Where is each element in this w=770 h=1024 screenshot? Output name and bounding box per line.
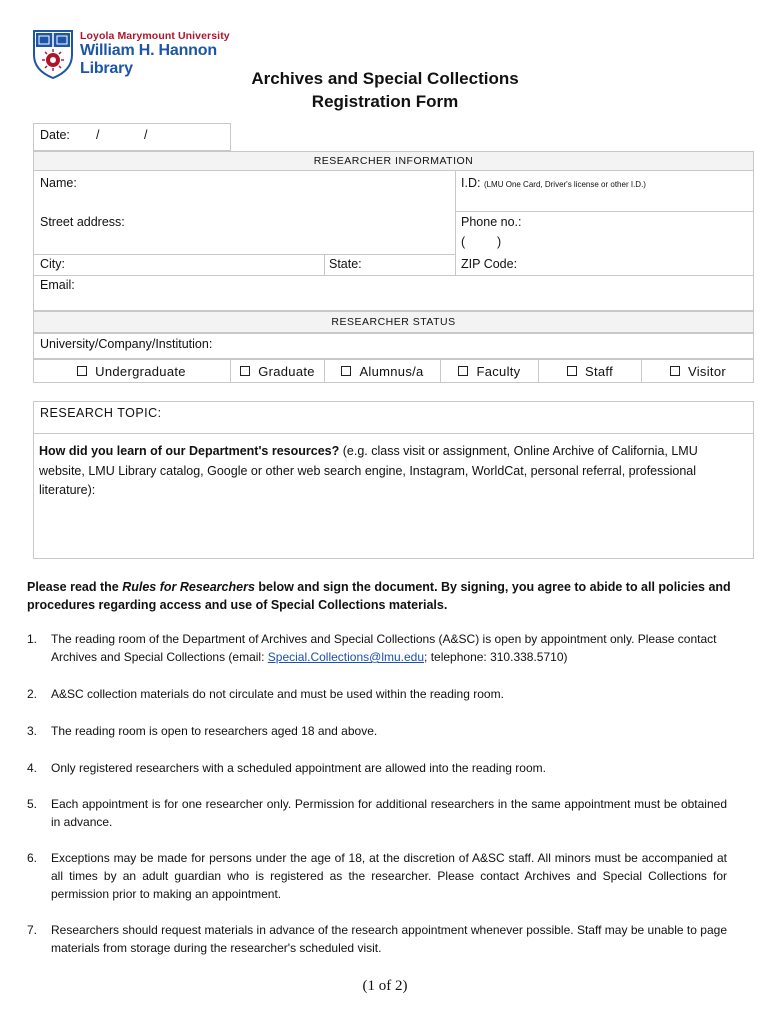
date-separator: / — [96, 128, 100, 142]
email-label: Email: — [40, 278, 75, 292]
name-label: Name: — [40, 176, 77, 190]
researcher-status-header: RESEARCHER STATUS — [331, 316, 456, 328]
rule-text: The reading room of the Department of Archives and Special Collections (A&SC) is open by appointment only. Please contact Archives and Special Collections (email: — [51, 632, 717, 664]
checkbox-icon[interactable] — [77, 366, 87, 376]
phone-label: Phone no.: — [461, 215, 522, 229]
resource-question — [39, 442, 744, 501]
status-visitor[interactable] — [642, 359, 754, 383]
status-staff[interactable] — [539, 359, 641, 383]
rule-text: Only registered researchers with a scheduled appointment are allowed into the reading room. — [51, 761, 546, 775]
id-hint: (LMU One Card, Driver's license or other I.D.) — [483, 180, 646, 189]
checkbox-icon[interactable] — [567, 366, 577, 376]
state-label: State: — [329, 257, 362, 271]
column-divider — [455, 171, 456, 275]
checkbox-icon[interactable] — [458, 366, 468, 376]
rule-number: 5. — [27, 797, 38, 811]
date-label: Date: — [40, 128, 70, 142]
status-label: Staff — [584, 363, 613, 379]
status-label: Graduate — [258, 363, 315, 379]
page-number: (1 of 2) — [362, 978, 408, 994]
institution-label: University/Company/Institution: — [40, 337, 213, 351]
rule-text: Researchers should request materials in advance of the research appointment whenever possible. Staff may be unable to page materials from storage during the researcher's scheduled visit. — [51, 923, 727, 955]
rules-title: Rules for Researchers — [122, 580, 255, 594]
rule-number: 3. — [27, 724, 38, 738]
rule-text: The reading room is open to researchers aged 18 and above. — [51, 724, 378, 738]
rule-number: 6. — [27, 851, 38, 865]
rule-text: Exceptions may be made for persons under the age of 18, at the discretion of A&SC staff. All minors must be accompanied at all times by an adult guardian who is registered as the researcher. Please contact Archives and Special Collections for permission prior to making an appointment. — [51, 851, 727, 901]
checkbox-icon[interactable] — [341, 366, 351, 376]
status-label: Visitor — [688, 363, 726, 379]
street-label: Street address: — [40, 215, 125, 229]
rule-text: Each appointment is for one researcher only. Permission for additional researchers in the same appointment must be obtained in advance. — [51, 797, 727, 829]
row-divider — [33, 275, 754, 276]
email-link[interactable]: Special.Collections@lmu.edu — [267, 650, 425, 664]
status-label: Alumnus/a — [359, 363, 424, 379]
rule-number: 7. — [27, 923, 38, 937]
date-separator: / — [144, 128, 148, 142]
research-topic-heading: RESEARCH TOPIC: — [40, 406, 162, 420]
resource-question-rest: (e.g. class visit or assignment, Online Archive of California, LMU website, LMU Library catalog, Google or other web search engine, Instagram, WorldCat, personal referral, professional literature): — [39, 444, 698, 497]
column-divider — [324, 254, 325, 275]
row-divider — [33, 433, 754, 434]
phone-paren-close: ) — [497, 235, 502, 249]
checkbox-icon[interactable] — [670, 366, 680, 376]
status-graduate[interactable] — [231, 359, 324, 383]
status-label: Faculty — [476, 363, 521, 379]
researcher-info-header: RESEARCHER INFORMATION — [313, 155, 474, 167]
rule-number: 1. — [27, 632, 38, 646]
id-label — [461, 176, 646, 190]
status-alumnus[interactable] — [325, 359, 440, 383]
rules-intro — [27, 578, 747, 614]
rules-intro-pre: Please read the — [27, 580, 123, 594]
row-divider — [33, 254, 455, 255]
checkbox-icon[interactable] — [240, 366, 250, 376]
status-label: Undergraduate — [95, 363, 186, 379]
status-faculty[interactable] — [441, 359, 538, 383]
row-divider — [455, 211, 754, 212]
rule-item — [27, 849, 727, 903]
rule-item — [27, 722, 727, 740]
rule-item — [27, 795, 727, 831]
city-label: City: — [40, 257, 65, 271]
id-label-text: I.D: — [461, 176, 481, 190]
phone-paren-open: ( — [461, 235, 466, 249]
rule-item — [27, 921, 727, 957]
zip-label: ZIP Code: — [461, 257, 518, 271]
name-field[interactable] — [90, 174, 450, 194]
university-name: Loyola Marymount University — [80, 30, 230, 42]
rule-item — [27, 759, 727, 777]
rule-item — [27, 685, 727, 703]
rule-text: ; telephone: 310.338.5710) — [424, 650, 568, 664]
library-name: William H. Hannon Library — [80, 42, 217, 77]
rules-intro-post: below and sign the document. By signing, you agree to abide to all policies and procedures regarding access and use of Special Collections materials. — [27, 580, 731, 612]
resource-question-bold: How did you learn of our Department's resources? — [39, 444, 340, 458]
rule-number: 2. — [27, 687, 38, 701]
form-subtitle: Registration Form — [311, 92, 459, 111]
status-undergraduate[interactable] — [33, 359, 230, 383]
rule-text: A&SC collection materials do not circulate and must be used within the reading room. — [51, 687, 504, 701]
rule-number: 4. — [27, 761, 38, 775]
form-title: Archives and Special Collections — [251, 69, 519, 88]
rule-item — [27, 630, 727, 666]
